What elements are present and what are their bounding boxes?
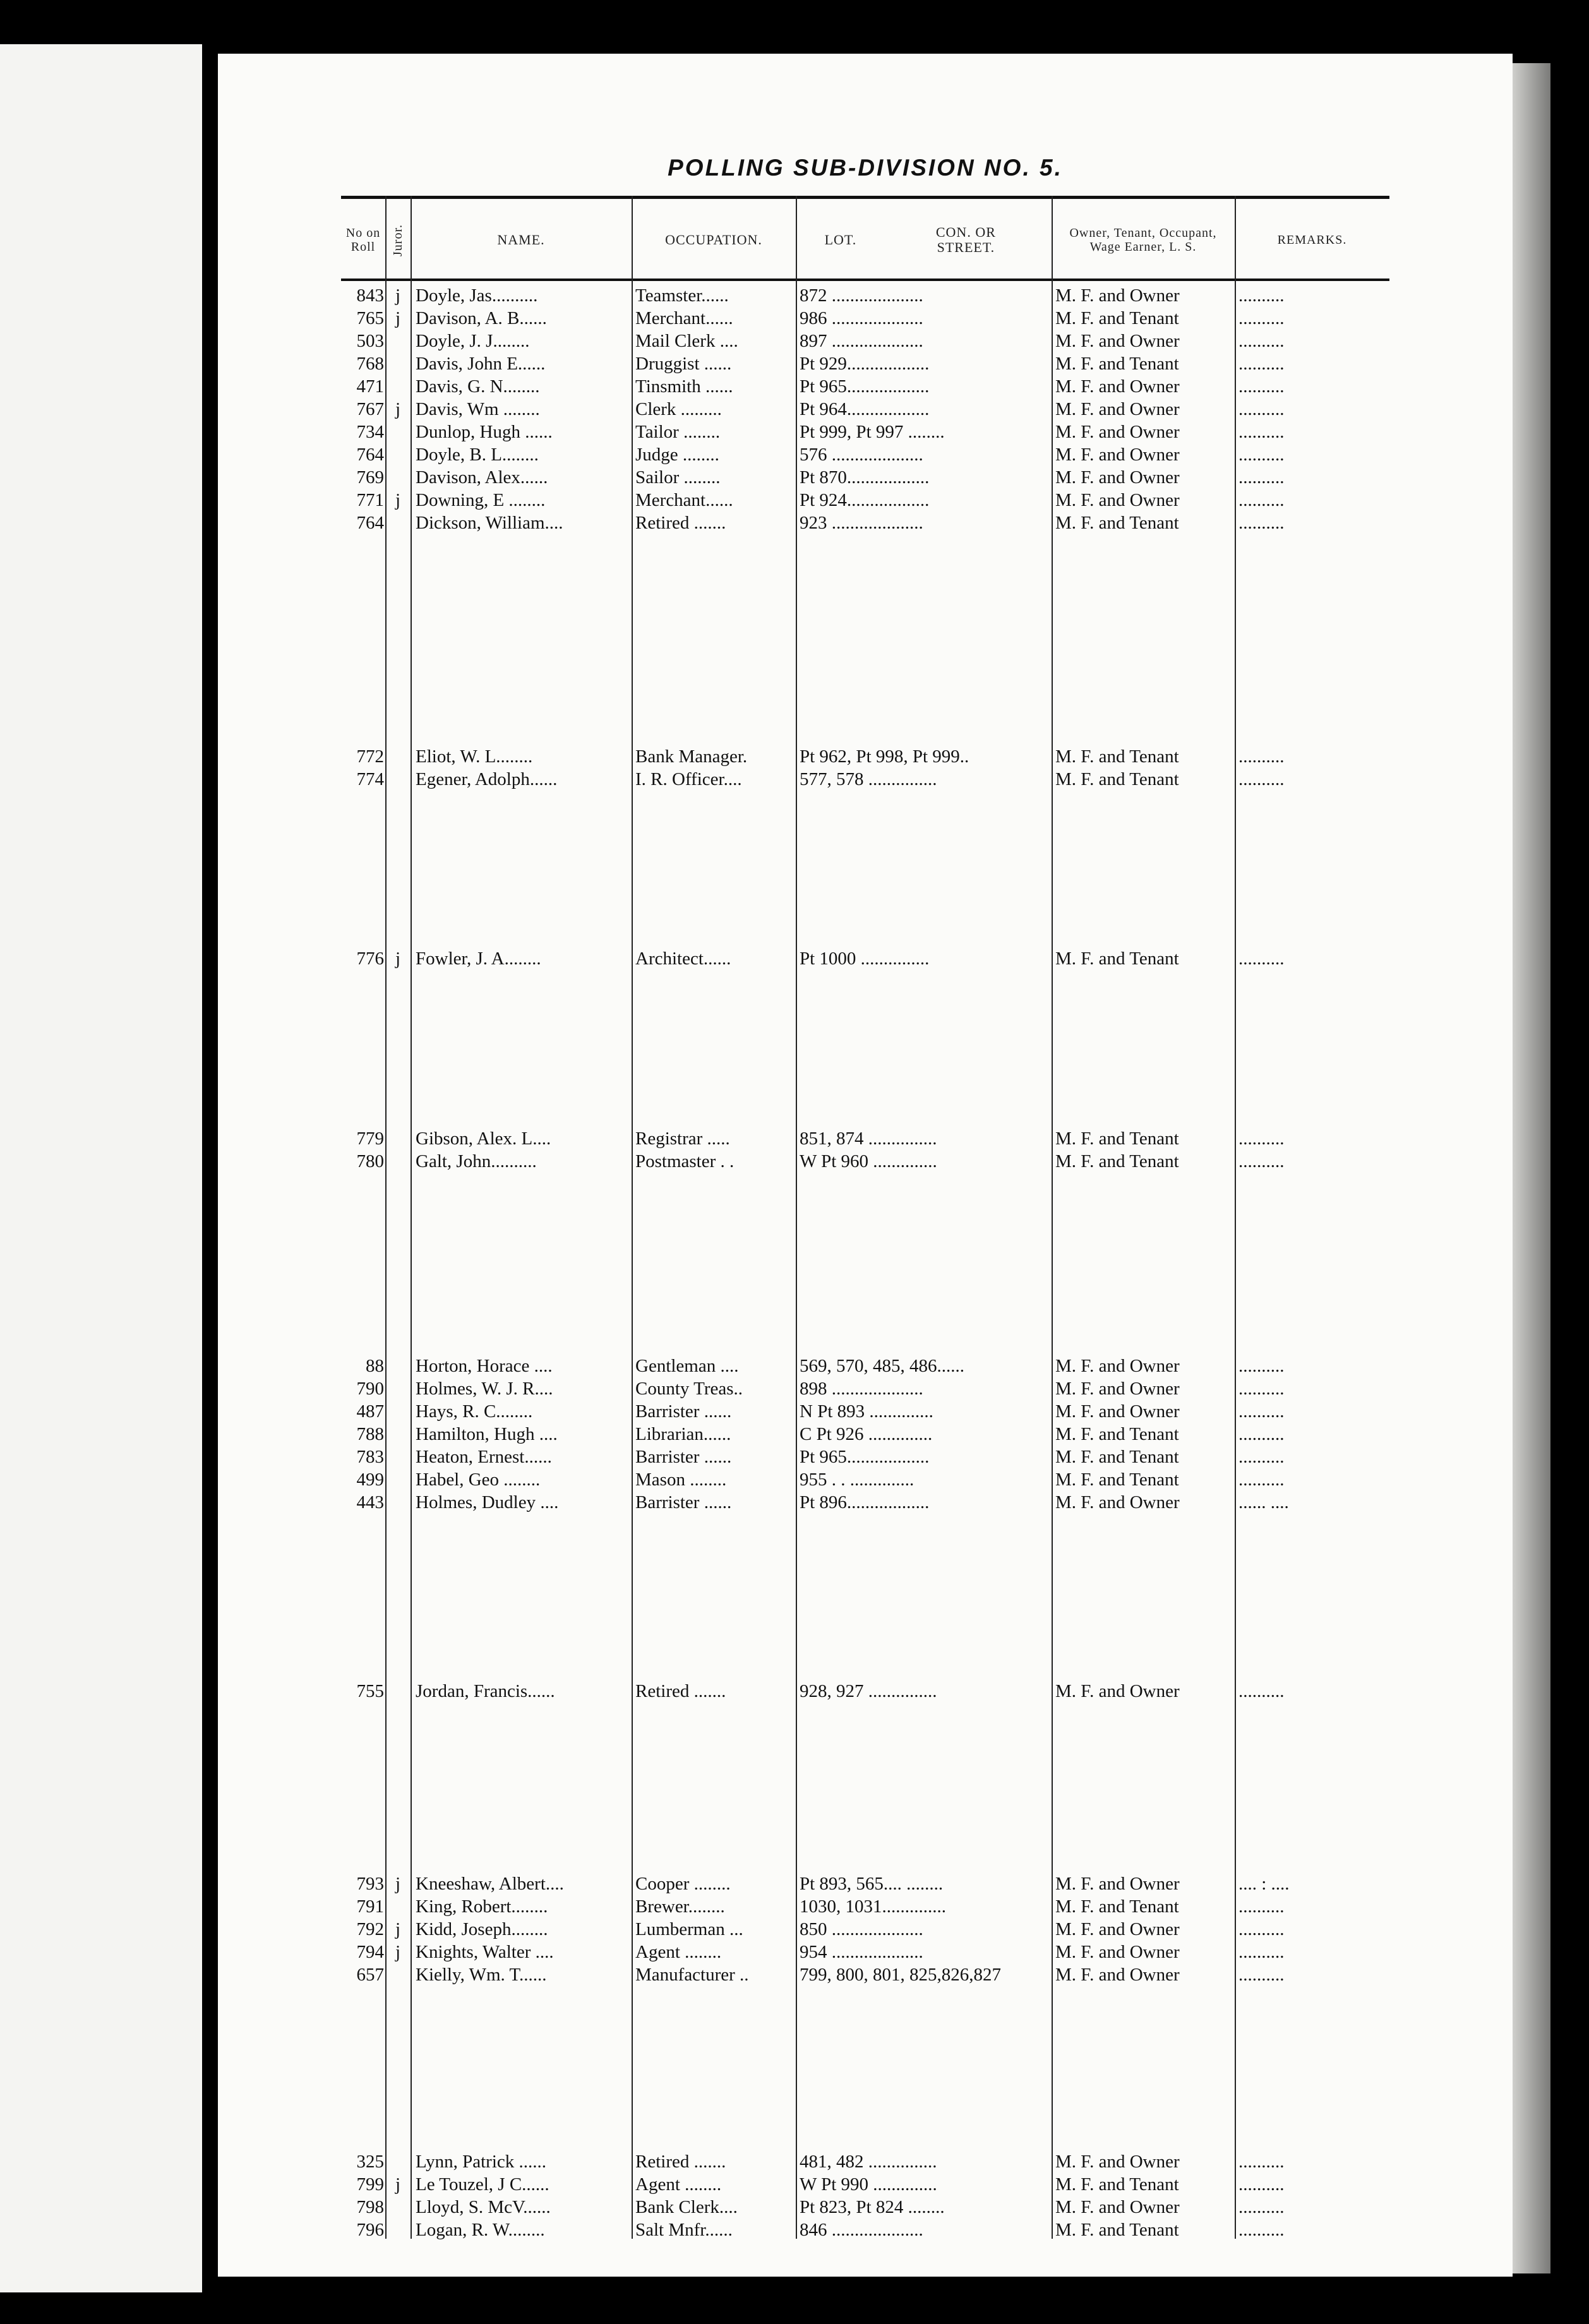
voter-name: Dickson, William.... (416, 513, 563, 533)
table-row (341, 1423, 1389, 1446)
voter-name: Doyle, J. J........ (416, 331, 530, 351)
juror-mark: j (395, 1919, 401, 1939)
header-lot-group (796, 201, 1052, 279)
table-row (341, 421, 1389, 443)
ownership-status: M. F. and Owner (1055, 1379, 1180, 1399)
remarks: .......... (1238, 1919, 1285, 1939)
ownership-status: M. F. and Owner (1055, 1401, 1180, 1422)
voter-name: Hamilton, Hugh .... (416, 1424, 558, 1444)
roll-number: 843 (356, 285, 384, 306)
ownership-status: M. F. and Owner (1055, 1965, 1180, 1985)
voter-name: Horton, Horace .... (416, 1356, 553, 1376)
lot: W Pt 960 .............. (800, 1151, 937, 1171)
voter-name: Kidd, Joseph........ (416, 1919, 548, 1939)
table-header (341, 201, 1389, 279)
ownership-status: M. F. and Owner (1055, 1356, 1180, 1376)
occupation: Merchant...... (635, 308, 733, 328)
remarks: .......... (1238, 308, 1285, 328)
voter-name: Doyle, Jas.......... (416, 285, 538, 306)
occupation: Lumberman ... (635, 1919, 743, 1939)
previous-page-margin (0, 44, 202, 2292)
header-juror (385, 201, 411, 279)
juror-mark (385, 330, 411, 352)
juror-mark (385, 768, 411, 791)
occupation: Bank Manager. (635, 746, 748, 767)
ownership-status: M. F. and Tenant (1055, 308, 1179, 328)
voter-name: Downing, E ........ (416, 490, 546, 510)
ownership-status: M. F. and Owner (1055, 2197, 1180, 2217)
lot: 576 .................... (800, 445, 923, 465)
occupation: I. R. Officer.... (635, 769, 742, 789)
remarks: .......... (1238, 399, 1285, 419)
roll-number: 774 (356, 769, 384, 789)
table-row (341, 2150, 1389, 2173)
juror-mark (385, 1355, 411, 1377)
ownership-status: M. F. and Owner (1055, 445, 1180, 465)
ownership-status: M. F. and Owner (1055, 1919, 1180, 1939)
ownership-status: M. F. and Tenant (1055, 746, 1179, 767)
juror-mark: j (395, 2174, 401, 2195)
occupation: Architect...... (635, 949, 731, 969)
occupation: Salt Mnfr...... (635, 2220, 733, 2240)
ownership-status: M. F. and Owner (1055, 1681, 1180, 1701)
juror-mark: j (395, 490, 401, 510)
voter-name: Le Touzel, J C...... (416, 2174, 549, 2195)
voter-name: Davis, John E...... (416, 354, 546, 374)
remarks: .......... (1238, 490, 1285, 510)
lot: 955 . . .............. (800, 1470, 914, 1490)
header-juror-label: Juror. (391, 224, 405, 256)
table-row (341, 1127, 1389, 1150)
ownership-status: M. F. and Tenant (1055, 2220, 1179, 2240)
lot: 928, 927 ............... (800, 1681, 937, 1701)
table-row (341, 512, 1389, 534)
juror-mark (385, 745, 411, 768)
header-lot: LOT. (824, 232, 857, 248)
table-row (341, 1491, 1389, 1514)
lot: Pt 965.................. (800, 376, 930, 397)
remarks: .......... (1238, 331, 1285, 351)
ownership-status: M. F. and Owner (1055, 422, 1180, 442)
lot: 986 .................... (800, 308, 923, 328)
occupation: Barrister ...... (635, 1492, 732, 1512)
occupation: County Treas.. (635, 1379, 743, 1399)
remarks: ...... .... (1238, 1492, 1289, 1512)
table-row (341, 489, 1389, 512)
voter-name: Davison, Alex...... (416, 467, 548, 488)
table-row (341, 1918, 1389, 1941)
voter-name: Jordan, Francis...... (416, 1681, 555, 1701)
ownership-status: M. F. and Tenant (1055, 949, 1179, 969)
lot: 897 .................... (800, 331, 923, 351)
roll-number: 471 (356, 376, 384, 397)
roll-number: 790 (356, 1379, 384, 1399)
lot: 872 .................... (800, 285, 923, 306)
page-edge-shadow (1513, 63, 1550, 2273)
juror-mark (385, 2196, 411, 2219)
occupation: Bank Clerk.... (635, 2197, 738, 2217)
voter-name: Knights, Walter .... (416, 1942, 554, 1962)
occupation: Tailor ........ (635, 422, 721, 442)
table-row (341, 1446, 1389, 1468)
juror-mark (385, 1127, 411, 1150)
table-row (341, 1941, 1389, 1963)
juror-mark (385, 352, 411, 375)
ownership-status: M. F. and Tenant (1055, 1424, 1179, 1444)
roll-number: 791 (356, 1896, 384, 1917)
lot: 898 .................... (800, 1379, 923, 1399)
occupation: Clerk ......... (635, 399, 722, 419)
juror-mark (385, 2219, 411, 2241)
ownership-status: M. F. and Tenant (1055, 1151, 1179, 1171)
voter-name: Habel, Geo ........ (416, 1470, 541, 1490)
table-row (341, 284, 1389, 307)
occupation: Retired ....... (635, 1681, 726, 1701)
voter-name: Gibson, Alex. L.... (416, 1129, 551, 1149)
ownership-status: M. F. and Owner (1055, 399, 1180, 419)
occupation: Postmaster . . (635, 1151, 735, 1171)
voter-name: Lynn, Patrick ...... (416, 2152, 547, 2172)
roll-number: 769 (356, 467, 384, 488)
table-row (341, 1150, 1389, 1173)
ownership-status: M. F. and Tenant (1055, 769, 1179, 789)
roll-number: 779 (356, 1129, 384, 1149)
occupation: Agent ........ (635, 2174, 722, 2195)
juror-mark (385, 1680, 411, 1703)
remarks: .......... (1238, 1129, 1285, 1149)
table-row (341, 466, 1389, 489)
roll-number: 764 (356, 445, 384, 465)
remarks: .......... (1238, 1356, 1285, 1376)
lot: 851, 874 ............... (800, 1129, 937, 1149)
lot: 481, 482 ............... (800, 2152, 937, 2172)
remarks: .......... (1238, 769, 1285, 789)
ownership-status: M. F. and Owner (1055, 467, 1180, 488)
roll-number: 798 (356, 2197, 384, 2217)
ownership-status: M. F. and Owner (1055, 1942, 1180, 1962)
roll-number: 734 (356, 422, 384, 442)
voter-name: Heaton, Ernest...... (416, 1447, 552, 1467)
header-remarks: REMARKS. (1277, 233, 1347, 247)
roll-number: 788 (356, 1424, 384, 1444)
voter-name: Holmes, W. J. R.... (416, 1379, 553, 1399)
juror-mark (385, 1491, 411, 1514)
lot: Pt 964.................. (800, 399, 930, 419)
juror-mark (385, 375, 411, 398)
lot: 954 .................... (800, 1942, 923, 1962)
header-occupation: OCCUPATION. (665, 232, 762, 248)
occupation: Retired ....... (635, 2152, 726, 2172)
juror-mark (385, 421, 411, 443)
lot: C Pt 926 .............. (800, 1424, 933, 1444)
roll-number: 768 (356, 354, 384, 374)
roll-number: 771 (356, 490, 384, 510)
voter-name: Egener, Adolph...... (416, 769, 558, 789)
table-top-rule (341, 196, 1389, 199)
voter-name: Davis, G. N........ (416, 376, 540, 397)
occupation: Druggist ...... (635, 354, 732, 374)
occupation: Agent ........ (635, 1942, 722, 1962)
roll-number: 796 (356, 2220, 384, 2240)
remarks: .......... (1238, 2220, 1285, 2240)
table-row (341, 443, 1389, 466)
ownership-status: M. F. and Tenant (1055, 2174, 1179, 2195)
remarks: .......... (1238, 376, 1285, 397)
table-row (341, 398, 1389, 421)
occupation: Cooper ........ (635, 1874, 731, 1894)
lot: Pt 1000 ............... (800, 949, 930, 969)
remarks: .......... (1238, 1965, 1285, 1985)
ownership-status: M. F. and Owner (1055, 1492, 1180, 1512)
table-row (341, 330, 1389, 352)
juror-mark (385, 1446, 411, 1468)
juror-mark: j (395, 399, 401, 419)
table-row (341, 1680, 1389, 1703)
remarks: .......... (1238, 1896, 1285, 1917)
occupation: Retired ....... (635, 513, 726, 533)
occupation: Teamster...... (635, 285, 729, 306)
table-row (341, 1468, 1389, 1491)
roll-number: 487 (356, 1401, 384, 1422)
juror-mark (385, 1468, 411, 1491)
table-row (341, 1872, 1389, 1895)
remarks: .......... (1238, 1401, 1285, 1422)
lot: Pt 870.................. (800, 467, 930, 488)
remarks: .......... (1238, 445, 1285, 465)
ownership-status: M. F. and Owner (1055, 1874, 1180, 1894)
ownership-status: M. F. and Tenant (1055, 354, 1179, 374)
remarks: .......... (1238, 1447, 1285, 1467)
voter-name: Fowler, J. A........ (416, 949, 541, 969)
juror-mark: j (395, 1874, 401, 1894)
table-row (341, 745, 1389, 768)
header-roll: No on Roll (345, 226, 381, 254)
ownership-status: M. F. and Tenant (1055, 1129, 1179, 1149)
lot: Pt 929.................. (800, 354, 930, 374)
juror-mark (385, 1400, 411, 1423)
voter-name: Dunlop, Hugh ...... (416, 422, 553, 442)
table-body (341, 281, 1389, 2239)
header-name: NAME. (497, 232, 545, 248)
voter-name: King, Robert........ (416, 1896, 548, 1917)
juror-mark (385, 512, 411, 534)
voter-name: Davis, Wm ........ (416, 399, 540, 419)
table-row (341, 768, 1389, 791)
roll-number: 764 (356, 513, 384, 533)
juror-mark: j (395, 1942, 401, 1962)
ownership-status: M. F. and Owner (1055, 331, 1180, 351)
lot: Pt 999, Pt 997 ........ (800, 422, 945, 442)
occupation: Judge ........ (635, 445, 719, 465)
lot: 850 .................... (800, 1919, 923, 1939)
ownership-status: M. F. and Tenant (1055, 1896, 1179, 1917)
roll-number: 772 (356, 746, 384, 767)
ownership-status: M. F. and Owner (1055, 490, 1180, 510)
voter-name: Doyle, B. L........ (416, 445, 539, 465)
lot: 799, 800, 801, 825,826,827 (800, 1965, 1001, 1985)
table-row (341, 947, 1389, 970)
roll-number: 776 (356, 949, 384, 969)
header-owner: Owner, Tenant, Occupant, Wage Earner, L. S. (1069, 226, 1217, 254)
table-row (341, 1895, 1389, 1918)
remarks: .......... (1238, 949, 1285, 969)
lot: 569, 570, 485, 486...... (800, 1356, 964, 1376)
roll-number: 780 (356, 1151, 384, 1171)
lot: Pt 896.................. (800, 1492, 930, 1512)
lot: 846 .................... (800, 2220, 923, 2240)
juror-mark (385, 2150, 411, 2173)
table-row (341, 375, 1389, 398)
voter-name: Eliot, W. L........ (416, 746, 533, 767)
occupation: Librarian...... (635, 1424, 731, 1444)
voter-name: Kielly, Wm. T...... (416, 1965, 547, 1985)
table-row (341, 2173, 1389, 2196)
occupation: Mail Clerk .... (635, 331, 738, 351)
remarks: .......... (1238, 1942, 1285, 1962)
juror-mark: j (395, 308, 401, 328)
roll-number: 799 (356, 2174, 384, 2195)
page-heading: POLLING SUB-DIVISION NO. 5. (668, 155, 1063, 181)
occupation: Tinsmith ...... (635, 376, 733, 397)
table-row (341, 1377, 1389, 1400)
voter-name: Kneeshaw, Albert.... (416, 1874, 564, 1894)
occupation: Barrister ...... (635, 1447, 732, 1467)
ownership-status: M. F. and Owner (1055, 285, 1180, 306)
roll-number: 755 (356, 1681, 384, 1701)
roll-number: 792 (356, 1919, 384, 1939)
lot: Pt 965.................. (800, 1447, 930, 1467)
occupation: Merchant...... (635, 490, 733, 510)
table-row (341, 352, 1389, 375)
juror-mark (385, 1963, 411, 1986)
occupation: Sailor ........ (635, 467, 721, 488)
ownership-status: M. F. and Tenant (1055, 1470, 1179, 1490)
remarks: .......... (1238, 422, 1285, 442)
ownership-status: M. F. and Tenant (1055, 513, 1179, 533)
remarks: .... : .... (1238, 1874, 1290, 1894)
remarks: .......... (1238, 746, 1285, 767)
juror-mark: j (395, 285, 401, 306)
roll-number: 325 (356, 2152, 384, 2172)
remarks: .......... (1238, 1470, 1285, 1490)
lot: Pt 924.................. (800, 490, 930, 510)
occupation: Brewer........ (635, 1896, 725, 1917)
table-row (341, 1355, 1389, 1377)
remarks: .......... (1238, 285, 1285, 306)
occupation: Registrar ..... (635, 1129, 730, 1149)
remarks: .......... (1238, 1681, 1285, 1701)
remarks: .......... (1238, 513, 1285, 533)
lot: Pt 823, Pt 824 ........ (800, 2197, 945, 2217)
juror-mark (385, 1895, 411, 1918)
remarks: .......... (1238, 2174, 1285, 2195)
remarks: .......... (1238, 2197, 1285, 2217)
roll-number: 657 (356, 1965, 384, 1985)
occupation: Manufacturer .. (635, 1965, 749, 1985)
roll-number: 503 (356, 331, 384, 351)
table-row (341, 2219, 1389, 2241)
roll-number: 499 (356, 1470, 384, 1490)
voter-name: Galt, John.......... (416, 1151, 537, 1171)
voter-name: Logan, R. W........ (416, 2220, 545, 2240)
lot: 923 .................... (800, 513, 923, 533)
remarks: .......... (1238, 1424, 1285, 1444)
lot: N Pt 893 .............. (800, 1401, 933, 1422)
roll-number: 783 (356, 1447, 384, 1467)
occupation: Gentleman .... (635, 1356, 739, 1376)
remarks: .......... (1238, 2152, 1285, 2172)
ownership-status: M. F. and Tenant (1055, 1447, 1179, 1467)
voters-table (341, 196, 1389, 2239)
juror-mark (385, 443, 411, 466)
header-con: CON. OR STREET. (935, 224, 996, 255)
document-page (218, 54, 1513, 2277)
occupation: Mason ........ (635, 1470, 727, 1490)
juror-mark (385, 1150, 411, 1173)
remarks: .......... (1238, 354, 1285, 374)
remarks: .......... (1238, 467, 1285, 488)
juror-mark (385, 466, 411, 489)
roll-number: 767 (356, 399, 384, 419)
lot: Pt 962, Pt 998, Pt 999.. (800, 746, 969, 767)
juror-mark (385, 1423, 411, 1446)
voter-name: Hays, R. C........ (416, 1401, 533, 1422)
roll-number: 794 (356, 1942, 384, 1962)
lot: W Pt 990 .............. (800, 2174, 937, 2195)
lot: 1030, 1031.............. (800, 1896, 946, 1917)
lot: Pt 893, 565.... ........ (800, 1874, 944, 1894)
roll-number: 88 (366, 1356, 384, 1376)
remarks: .......... (1238, 1151, 1285, 1171)
table-row (341, 1400, 1389, 1423)
juror-mark: j (395, 949, 401, 969)
table-row (341, 307, 1389, 330)
ownership-status: M. F. and Owner (1055, 376, 1180, 397)
roll-number: 443 (356, 1492, 384, 1512)
voter-name: Holmes, Dudley .... (416, 1492, 559, 1512)
roll-number: 765 (356, 308, 384, 328)
ownership-status: M. F. and Owner (1055, 2152, 1180, 2172)
table-row (341, 2196, 1389, 2219)
occupation: Barrister ...... (635, 1401, 732, 1422)
voter-name: Davison, A. B...... (416, 308, 547, 328)
table-row (341, 1963, 1389, 1986)
roll-number: 793 (356, 1874, 384, 1894)
voter-name: Lloyd, S. McV...... (416, 2197, 551, 2217)
remarks: .......... (1238, 1379, 1285, 1399)
juror-mark (385, 1377, 411, 1400)
lot: 577, 578 ............... (800, 769, 937, 789)
